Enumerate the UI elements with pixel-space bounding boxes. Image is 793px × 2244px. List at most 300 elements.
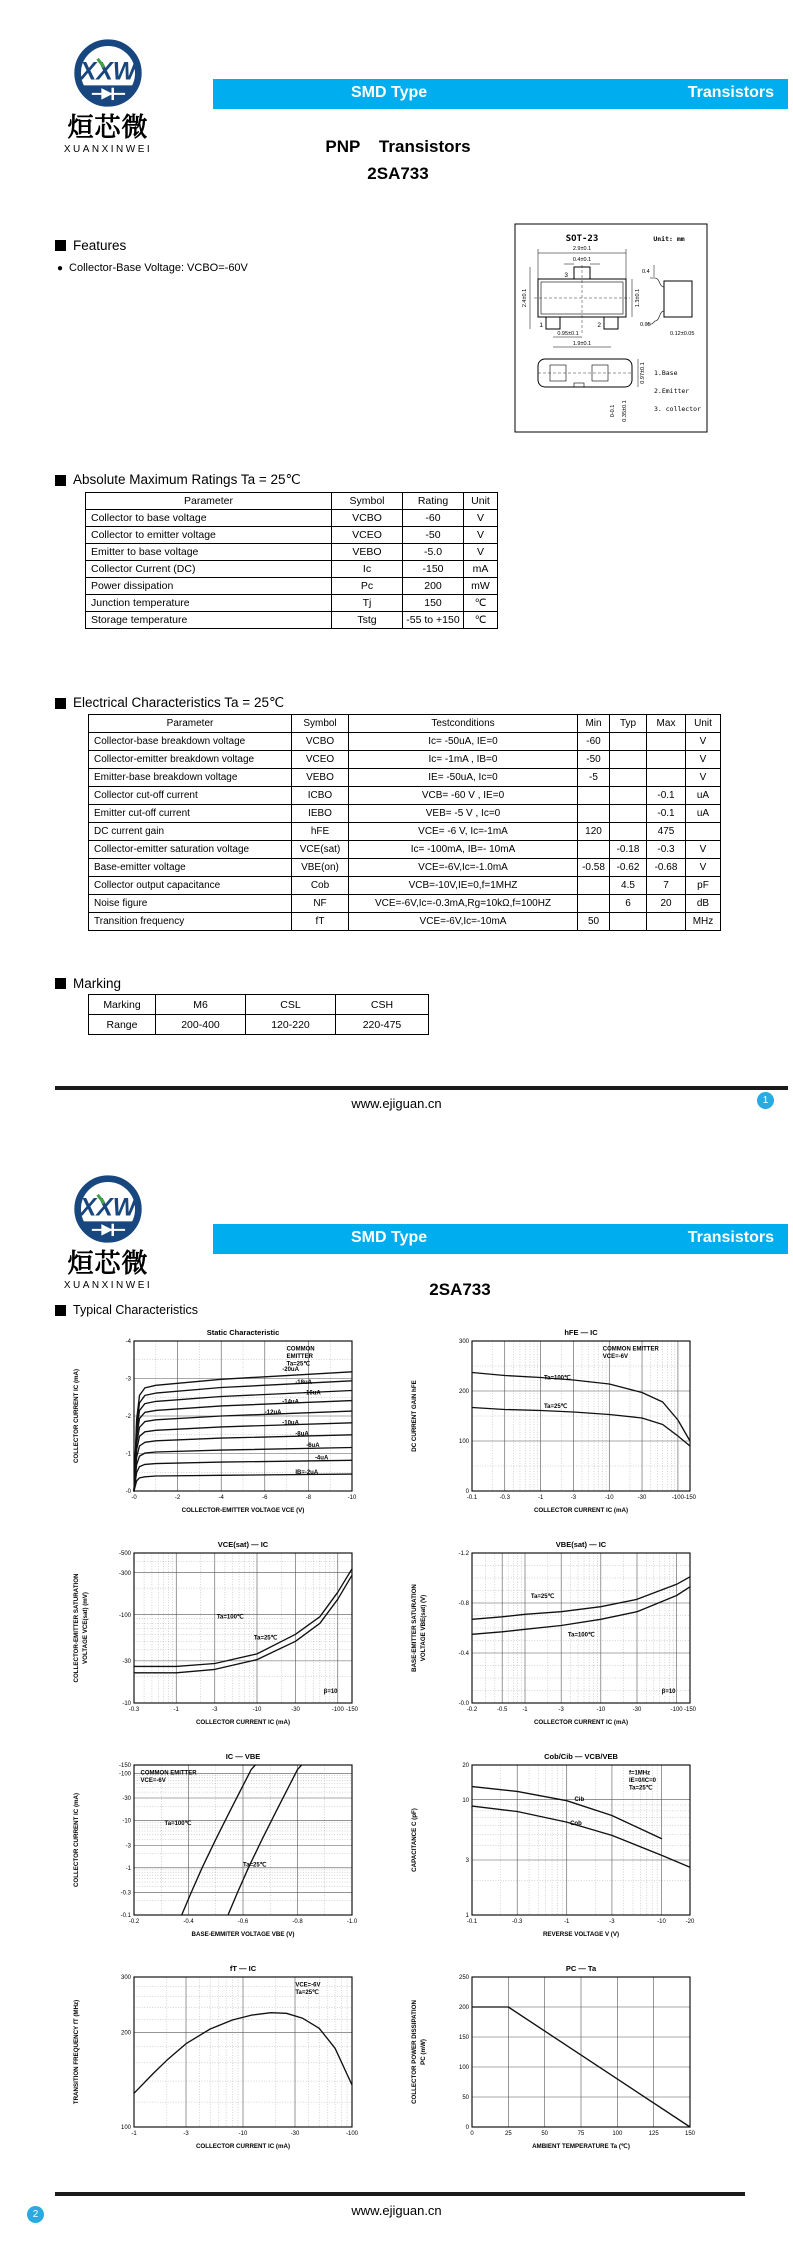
svg-text:3. collector: 3. collector bbox=[654, 405, 701, 413]
brand-monogram: XXW bbox=[79, 58, 137, 86]
svg-text:IC — VBE: IC — VBE bbox=[225, 1752, 261, 1761]
svg-text:250: 250 bbox=[458, 1975, 469, 1982]
table-cell: 50 bbox=[578, 913, 610, 931]
table-cell: Pc bbox=[332, 578, 403, 595]
table-cell: -5.0 bbox=[403, 544, 464, 561]
table-cell: ℃ bbox=[464, 612, 498, 629]
features-heading: Features bbox=[55, 238, 126, 253]
table-cell: pF bbox=[686, 877, 721, 895]
svg-text:PC — Ta: PC — Ta bbox=[565, 1964, 597, 1973]
table-cell: Typ bbox=[610, 715, 647, 733]
svg-text:Ta=25℃: Ta=25℃ bbox=[286, 1361, 311, 1368]
table-cell: VCEO bbox=[292, 751, 349, 769]
table-cell bbox=[610, 733, 647, 751]
table-cell: 120 bbox=[578, 823, 610, 841]
svg-text:75: 75 bbox=[577, 2131, 585, 2137]
table-cell: Tj bbox=[332, 595, 403, 612]
svg-text:fT — IC: fT — IC bbox=[229, 1964, 257, 1973]
svg-text:IE=0/IC=0: IE=0/IC=0 bbox=[628, 1778, 656, 1784]
square-bullet-icon bbox=[55, 698, 66, 709]
svg-text:-4uA: -4uA bbox=[314, 1455, 329, 1462]
table-row bbox=[86, 493, 498, 510]
table-cell: 220-475 bbox=[336, 1015, 429, 1035]
svg-text:Static Characteristic: Static Characteristic bbox=[206, 1328, 280, 1337]
svg-text:-30: -30 bbox=[632, 1707, 642, 1713]
svg-text:-3: -3 bbox=[558, 1707, 564, 1713]
table-cell: Collector output capacitance bbox=[89, 877, 292, 895]
table-cell: 475 bbox=[647, 823, 686, 841]
svg-text:-3: -3 bbox=[183, 2131, 189, 2137]
svg-text:Ta=100℃: Ta=100℃ bbox=[567, 1632, 595, 1639]
table-cell: Symbol bbox=[292, 715, 349, 733]
table-cell: Storage temperature bbox=[86, 612, 332, 629]
table-cell: Rating bbox=[403, 493, 464, 510]
table-cell: VEBO bbox=[332, 544, 403, 561]
table-row bbox=[89, 715, 721, 733]
svg-text:Ta=100℃: Ta=100℃ bbox=[216, 1614, 244, 1621]
table-cell: VCE=-6V,Ic=-10mA bbox=[349, 913, 578, 931]
table-row bbox=[89, 769, 721, 787]
svg-text:-1: -1 bbox=[131, 2131, 137, 2137]
svg-text:50: 50 bbox=[541, 2131, 549, 2137]
svg-text:1: 1 bbox=[465, 1913, 469, 1920]
table-cell: Ic= -100mA, IB=- 10mA bbox=[349, 841, 578, 859]
table-cell: ℃ bbox=[464, 595, 498, 612]
svg-text:BASE-EMITTER SATURATION: BASE-EMITTER SATURATION bbox=[411, 1584, 418, 1672]
brand-logo bbox=[52, 36, 164, 155]
brand-name-cn: 烜芯微 bbox=[67, 1248, 149, 1278]
square-bullet-icon bbox=[55, 240, 66, 251]
svg-text:COLLECTOR CURRENT IC (mA): COLLECTOR CURRENT IC (mA) bbox=[195, 2143, 291, 2150]
table-cell: Collector-emitter saturation voltage bbox=[89, 841, 292, 859]
svg-text:-10uA: -10uA bbox=[282, 1420, 299, 1427]
table-row bbox=[89, 805, 721, 823]
svg-text:1.3±0.1: 1.3±0.1 bbox=[635, 288, 641, 308]
header-banner bbox=[213, 1224, 788, 1254]
brand-logo-icon bbox=[65, 36, 151, 110]
square-bullet-icon bbox=[55, 475, 66, 486]
svg-text:VOLTAGE VCE(sat) (mV): VOLTAGE VCE(sat) (mV) bbox=[82, 1592, 89, 1664]
svg-text:150: 150 bbox=[458, 2035, 469, 2042]
svg-text:-0.8: -0.8 bbox=[458, 1601, 469, 1608]
svg-text:COLLECTOR-EMITTER SATURATION: COLLECTOR-EMITTER SATURATION bbox=[73, 1573, 80, 1683]
table-cell: -60 bbox=[403, 510, 464, 527]
svg-text:10: 10 bbox=[462, 1797, 469, 1804]
table-cell: Collector Current (DC) bbox=[86, 561, 332, 578]
table-cell: 200 bbox=[403, 578, 464, 595]
svg-text:300: 300 bbox=[458, 1339, 469, 1346]
table-cell: -60 bbox=[578, 733, 610, 751]
table-cell: 4.5 bbox=[610, 877, 647, 895]
svg-text:-150: -150 bbox=[118, 1763, 131, 1770]
table-cell: VCE= -6 V, Ic=-1mA bbox=[349, 823, 578, 841]
svg-text:-16uA: -16uA bbox=[304, 1390, 321, 1397]
table-cell: uA bbox=[686, 787, 721, 805]
brand-name-en: XUANXINWEI bbox=[63, 1280, 153, 1291]
table-cell: Emitter cut-off current bbox=[89, 805, 292, 823]
footer-website-link[interactable]: www.ejiguan.cn bbox=[351, 2203, 442, 2218]
svg-text:Ta=100℃: Ta=100℃ bbox=[164, 1821, 192, 1827]
svg-text:0: 0 bbox=[470, 2131, 474, 2137]
svg-text:-30: -30 bbox=[122, 1796, 131, 1803]
svg-text:-150: -150 bbox=[683, 1707, 697, 1713]
table-cell bbox=[610, 751, 647, 769]
table-row bbox=[89, 751, 721, 769]
svg-text:20: 20 bbox=[462, 1763, 469, 1770]
table-cell: -0.18 bbox=[610, 841, 647, 859]
svg-text:0.4±0.1: 0.4±0.1 bbox=[572, 257, 592, 263]
table-row bbox=[86, 527, 498, 544]
table-cell: -50 bbox=[403, 527, 464, 544]
svg-text:Ta=25℃: Ta=25℃ bbox=[628, 1785, 653, 1792]
table-cell: Emitter-base breakdown voltage bbox=[89, 769, 292, 787]
square-bullet-icon bbox=[55, 1305, 66, 1316]
table-cell bbox=[610, 913, 647, 931]
svg-text:VBE(sat) — IC: VBE(sat) — IC bbox=[555, 1540, 607, 1549]
chart-ft-vs-ic bbox=[70, 1961, 390, 2167]
banner-smd-type: SMD Type bbox=[351, 1229, 428, 1246]
svg-text:-2: -2 bbox=[174, 1495, 181, 1501]
banner-transistors: Transistors bbox=[687, 84, 774, 101]
table-cell: VCBO bbox=[332, 510, 403, 527]
table-cell bbox=[647, 751, 686, 769]
svg-text:-0.3: -0.3 bbox=[499, 1495, 510, 1501]
chart-pc-vs-ta bbox=[408, 1961, 728, 2167]
svg-text:100: 100 bbox=[612, 2131, 623, 2137]
table-cell: Ic= -1mA , IB=0 bbox=[349, 751, 578, 769]
svg-text:-10: -10 bbox=[122, 1701, 131, 1708]
table-cell bbox=[647, 769, 686, 787]
svg-text:Ta=25℃: Ta=25℃ bbox=[530, 1594, 555, 1600]
table-cell: -50 bbox=[578, 751, 610, 769]
table-cell: CSH bbox=[336, 995, 429, 1015]
table-cell: 200-400 bbox=[156, 1015, 246, 1035]
table-cell: -0.1 bbox=[647, 805, 686, 823]
table-cell: Base-emitter voltage bbox=[89, 859, 292, 877]
svg-text:-0.2: -0.2 bbox=[466, 1707, 478, 1713]
svg-text:3: 3 bbox=[564, 272, 568, 279]
svg-text:-3: -3 bbox=[609, 1919, 615, 1925]
svg-text:REVERSE VOLTAGE V (V): REVERSE VOLTAGE V (V) bbox=[542, 1931, 620, 1938]
table-cell: Collector-base breakdown voltage bbox=[89, 733, 292, 751]
table-cell: Marking bbox=[89, 995, 156, 1015]
svg-text:-10: -10 bbox=[122, 1818, 131, 1825]
table-cell: Emitter to base voltage bbox=[86, 544, 332, 561]
chart-vbesat-vs-ic bbox=[408, 1537, 728, 1743]
svg-text:0.35±0.1: 0.35±0.1 bbox=[622, 400, 628, 422]
page-title-part-number: 2SA733 bbox=[367, 164, 429, 183]
table-cell: Junction temperature bbox=[86, 595, 332, 612]
table-cell: VEB= -5 V , Ic=0 bbox=[349, 805, 578, 823]
svg-text:0-0.1: 0-0.1 bbox=[610, 404, 616, 418]
svg-text:-10: -10 bbox=[596, 1707, 606, 1713]
chart-static-characteristic bbox=[70, 1325, 390, 1531]
svg-text:-4: -4 bbox=[125, 1339, 131, 1346]
table-cell: Parameter bbox=[86, 493, 332, 510]
svg-text:-150: -150 bbox=[683, 1495, 697, 1501]
table-cell: Collector to emitter voltage bbox=[86, 527, 332, 544]
table-cell: Min bbox=[578, 715, 610, 733]
svg-text:-1: -1 bbox=[537, 1495, 544, 1501]
table-cell: VEBO bbox=[292, 769, 349, 787]
svg-text:1.9±0.1: 1.9±0.1 bbox=[572, 341, 592, 347]
table-cell: DC current gain bbox=[89, 823, 292, 841]
table-cell: fT bbox=[292, 913, 349, 931]
svg-text:VCE=-6V: VCE=-6V bbox=[140, 1778, 166, 1784]
svg-text:-100: -100 bbox=[118, 1612, 131, 1619]
typical-characteristics-heading: Typical Characteristics bbox=[55, 1303, 198, 1317]
svg-text:200: 200 bbox=[120, 2030, 131, 2037]
table-cell: VBE(on) bbox=[292, 859, 349, 877]
svg-text:0.12±0.05: 0.12±0.05 bbox=[670, 331, 695, 337]
electrical-characteristics-heading: Electrical Characteristics Ta = 25℃ bbox=[55, 695, 284, 711]
table-cell: 6 bbox=[610, 895, 647, 913]
table-cell bbox=[647, 733, 686, 751]
marking-heading: Marking bbox=[55, 976, 121, 991]
svg-text:-1: -1 bbox=[125, 1451, 131, 1458]
footer-rule bbox=[55, 2192, 745, 2196]
svg-text:-14uA: -14uA bbox=[282, 1399, 299, 1406]
chart-ic-vs-vbe bbox=[70, 1749, 390, 1955]
chart-capacitance-vs-voltage bbox=[408, 1749, 728, 1955]
table-cell: Transition frequency bbox=[89, 913, 292, 931]
svg-text:-0.2: -0.2 bbox=[128, 1919, 140, 1925]
svg-text:DC CURRENT GAIN hFE: DC CURRENT GAIN hFE bbox=[411, 1380, 418, 1452]
svg-text:0.95±0.1: 0.95±0.1 bbox=[557, 331, 579, 337]
table-cell: Power dissipation bbox=[86, 578, 332, 595]
table-cell: V bbox=[686, 859, 721, 877]
svg-text:-30: -30 bbox=[122, 1659, 131, 1666]
svg-text:-30: -30 bbox=[290, 2131, 300, 2137]
svg-text:Cib: Cib bbox=[574, 1797, 585, 1803]
dot-bullet-icon: ● bbox=[57, 262, 64, 274]
svg-text:BASE-EMMITER VOLTAGE VBE (V): BASE-EMMITER VOLTAGE VBE (V) bbox=[191, 1931, 295, 1938]
svg-text:Ta=25℃: Ta=25℃ bbox=[243, 1862, 267, 1869]
svg-text:-1: -1 bbox=[173, 1707, 179, 1713]
svg-text:125: 125 bbox=[648, 2131, 659, 2137]
svg-text:-10: -10 bbox=[604, 1495, 614, 1501]
table-row bbox=[86, 510, 498, 527]
table-cell: VCEO bbox=[332, 527, 403, 544]
svg-text:300: 300 bbox=[120, 1975, 131, 1982]
svg-text:-1: -1 bbox=[522, 1707, 528, 1713]
svg-text:-3: -3 bbox=[570, 1495, 577, 1501]
svg-text:25: 25 bbox=[504, 2131, 512, 2137]
table-row bbox=[89, 733, 721, 751]
table-cell: 150 bbox=[403, 595, 464, 612]
table-row bbox=[89, 913, 721, 931]
table-row bbox=[89, 823, 721, 841]
table-cell: NF bbox=[292, 895, 349, 913]
table-cell: -150 bbox=[403, 561, 464, 578]
table-cell: V bbox=[464, 527, 498, 544]
table-row bbox=[89, 877, 721, 895]
electrical-characteristics-table bbox=[88, 714, 721, 931]
table-row bbox=[89, 787, 721, 805]
table-cell: Collector to base voltage bbox=[86, 510, 332, 527]
svg-text:-0.1: -0.1 bbox=[466, 1495, 478, 1501]
table-cell: Tstg bbox=[332, 612, 403, 629]
svg-text:-1.2: -1.2 bbox=[458, 1551, 469, 1558]
brand-logo-icon bbox=[65, 1172, 151, 1246]
svg-text:-300: -300 bbox=[118, 1570, 131, 1577]
svg-text:-1: -1 bbox=[125, 1865, 131, 1872]
svg-text:-6uA: -6uA bbox=[306, 1442, 320, 1449]
svg-text:COMMON EMITTER: COMMON EMITTER bbox=[140, 1770, 197, 1777]
table-cell: 20 bbox=[647, 895, 686, 913]
svg-text:-500: -500 bbox=[118, 1551, 131, 1558]
svg-text:150: 150 bbox=[684, 2131, 696, 2137]
table-cell: VCE(sat) bbox=[292, 841, 349, 859]
svg-text:VCE=-6V: VCE=-6V bbox=[295, 1982, 321, 1989]
svg-text:-1.0: -1.0 bbox=[346, 1919, 358, 1925]
svg-text:-3: -3 bbox=[125, 1843, 131, 1850]
table-cell: V bbox=[686, 841, 721, 859]
svg-text:-20: -20 bbox=[685, 1919, 695, 1925]
svg-text:2.4±0.1: 2.4±0.1 bbox=[522, 288, 528, 308]
svg-text:-100: -100 bbox=[331, 1707, 344, 1713]
footer-website-link[interactable]: www.ejiguan.cn bbox=[351, 1096, 442, 1111]
svg-text:0.05: 0.05 bbox=[640, 322, 651, 328]
svg-text:hFE — IC: hFE — IC bbox=[564, 1328, 598, 1337]
table-cell: V bbox=[686, 751, 721, 769]
table-cell: Noise figure bbox=[89, 895, 292, 913]
svg-text:-100: -100 bbox=[671, 1495, 684, 1501]
table-cell: MHz bbox=[686, 913, 721, 931]
table-cell: V bbox=[686, 733, 721, 751]
table-cell bbox=[610, 769, 647, 787]
table-cell: Parameter bbox=[89, 715, 292, 733]
svg-text:-0.8: -0.8 bbox=[292, 1919, 303, 1925]
svg-text:Ta=25℃: Ta=25℃ bbox=[253, 1635, 278, 1642]
table-cell: VCB=-10V,IE=0,f=1MHZ bbox=[349, 877, 578, 895]
svg-text:-0.3: -0.3 bbox=[512, 1919, 523, 1925]
svg-text:-0.1: -0.1 bbox=[120, 1913, 131, 1920]
svg-text:2: 2 bbox=[597, 322, 601, 329]
svg-text:-0: -0 bbox=[131, 1495, 137, 1501]
table-cell: Ic bbox=[332, 561, 403, 578]
svg-text:-10: -10 bbox=[347, 1495, 357, 1501]
svg-text:-2: -2 bbox=[125, 1414, 131, 1421]
svg-text:-150: -150 bbox=[345, 1707, 359, 1713]
svg-text:β=10: β=10 bbox=[323, 1689, 338, 1695]
svg-text:0.97±0.1: 0.97±0.1 bbox=[640, 362, 646, 384]
svg-text:-30: -30 bbox=[291, 1707, 300, 1713]
table-cell bbox=[686, 823, 721, 841]
svg-text:-4: -4 bbox=[218, 1495, 224, 1501]
brand-monogram: XXW bbox=[79, 1194, 137, 1222]
table-cell: -0.1 bbox=[647, 787, 686, 805]
table-cell: Cob bbox=[292, 877, 349, 895]
table-cell: -5 bbox=[578, 769, 610, 787]
table-cell bbox=[578, 805, 610, 823]
table-cell: IEBO bbox=[292, 805, 349, 823]
table-cell: IE= -50uA, Ic=0 bbox=[349, 769, 578, 787]
svg-text:-3: -3 bbox=[212, 1707, 218, 1713]
svg-text:-0.3: -0.3 bbox=[128, 1707, 140, 1713]
table-row bbox=[86, 612, 498, 629]
svg-text:-10: -10 bbox=[657, 1919, 666, 1925]
svg-text:-0.5: -0.5 bbox=[497, 1707, 508, 1713]
table-cell: VCE=-6V,Ic=-1.0mA bbox=[349, 859, 578, 877]
table-cell: M6 bbox=[156, 995, 246, 1015]
table-cell bbox=[647, 913, 686, 931]
table-cell: dB bbox=[686, 895, 721, 913]
table-cell: mA bbox=[464, 561, 498, 578]
svg-text:Ta=25℃: Ta=25℃ bbox=[543, 1403, 568, 1410]
table-cell: Testconditions bbox=[349, 715, 578, 733]
svg-text:TRANSITION FREQUENCY fT (MHz: TRANSITION FREQUENCY fT (MHz) bbox=[73, 1999, 80, 2105]
svg-text:β=10: β=10 bbox=[661, 1689, 676, 1695]
svg-text:EMITTER: EMITTER bbox=[286, 1354, 313, 1360]
table-cell: V bbox=[464, 510, 498, 527]
table-cell: Collector cut-off current bbox=[89, 787, 292, 805]
table-row bbox=[89, 1015, 429, 1035]
svg-text:-100: -100 bbox=[345, 2131, 359, 2137]
page-number-badge: 1 bbox=[757, 1092, 774, 1109]
package-drawing-sot23 bbox=[514, 223, 708, 433]
table-cell: V bbox=[464, 544, 498, 561]
svg-text:-8: -8 bbox=[305, 1495, 312, 1501]
svg-text:-0.4: -0.4 bbox=[458, 1651, 469, 1658]
svg-text:VCE(sat) — IC: VCE(sat) — IC bbox=[217, 1540, 269, 1549]
svg-text:1.Base: 1.Base bbox=[654, 369, 678, 377]
svg-text:COLLECTOR CURRENT IC (mA): COLLECTOR CURRENT IC (mA) bbox=[73, 1368, 80, 1464]
svg-text:-0.1: -0.1 bbox=[466, 1919, 478, 1925]
svg-text:-0.3: -0.3 bbox=[120, 1890, 131, 1897]
svg-text:COMMON: COMMON bbox=[286, 1346, 315, 1353]
svg-text:VCE=-6V: VCE=-6V bbox=[602, 1354, 628, 1360]
svg-text:CAPACITANCE C (pF): CAPACITANCE C (pF) bbox=[411, 1808, 418, 1872]
table-row bbox=[86, 578, 498, 595]
table-cell bbox=[578, 841, 610, 859]
svg-text:200: 200 bbox=[458, 2005, 469, 2012]
svg-text:COLLECTOR-EMITTER VOLTAGE VCE: COLLECTOR-EMITTER VOLTAGE VCE (V) bbox=[181, 1507, 305, 1514]
svg-text:Ta=25℃: Ta=25℃ bbox=[295, 1990, 319, 1996]
svg-text:COLLECTOR CURRENT IC (mA): COLLECTOR CURRENT IC (mA) bbox=[533, 1507, 629, 1514]
svg-text:VOLTAGE VBE(sat) (V): VOLTAGE VBE(sat) (V) bbox=[420, 1594, 427, 1662]
table-row bbox=[86, 544, 498, 561]
brand-logo bbox=[52, 1172, 164, 1291]
table-cell bbox=[578, 895, 610, 913]
svg-text:0: 0 bbox=[465, 1489, 469, 1496]
table-row bbox=[89, 995, 429, 1015]
table-cell bbox=[610, 787, 647, 805]
table-row bbox=[86, 561, 498, 578]
table-cell: Max bbox=[647, 715, 686, 733]
table-cell: Collector-emitter breakdown voltage bbox=[89, 751, 292, 769]
brand-name-cn: 烜芯微 bbox=[67, 112, 149, 142]
svg-text:1: 1 bbox=[539, 322, 543, 329]
table-cell: hFE bbox=[292, 823, 349, 841]
table-row bbox=[89, 841, 721, 859]
table-cell: VCE=-6V,Ic=-0.3mA,Rg=10kΩ,f=100HZ bbox=[349, 895, 578, 913]
svg-text:f=1MHz: f=1MHz bbox=[628, 1770, 651, 1777]
table-cell bbox=[578, 787, 610, 805]
table-cell: -55 to +150 bbox=[403, 612, 464, 629]
table-cell: 120-220 bbox=[246, 1015, 336, 1035]
table-cell: Unit bbox=[686, 715, 721, 733]
table-cell bbox=[610, 823, 647, 841]
page-title-part-number: 2SA733 bbox=[429, 1280, 491, 1299]
svg-text:COMMON EMITTER: COMMON EMITTER bbox=[602, 1346, 659, 1353]
banner-smd-type: SMD Type bbox=[351, 84, 428, 101]
table-cell: Unit bbox=[464, 493, 498, 510]
table-cell: Ic= -50uA, IE=0 bbox=[349, 733, 578, 751]
table-cell: -0.3 bbox=[647, 841, 686, 859]
svg-text:2.Emitter: 2.Emitter bbox=[654, 387, 690, 395]
svg-text:COLLECTOR POWER DISSIPATION: COLLECTOR POWER DISSIPATION bbox=[411, 2000, 418, 2104]
